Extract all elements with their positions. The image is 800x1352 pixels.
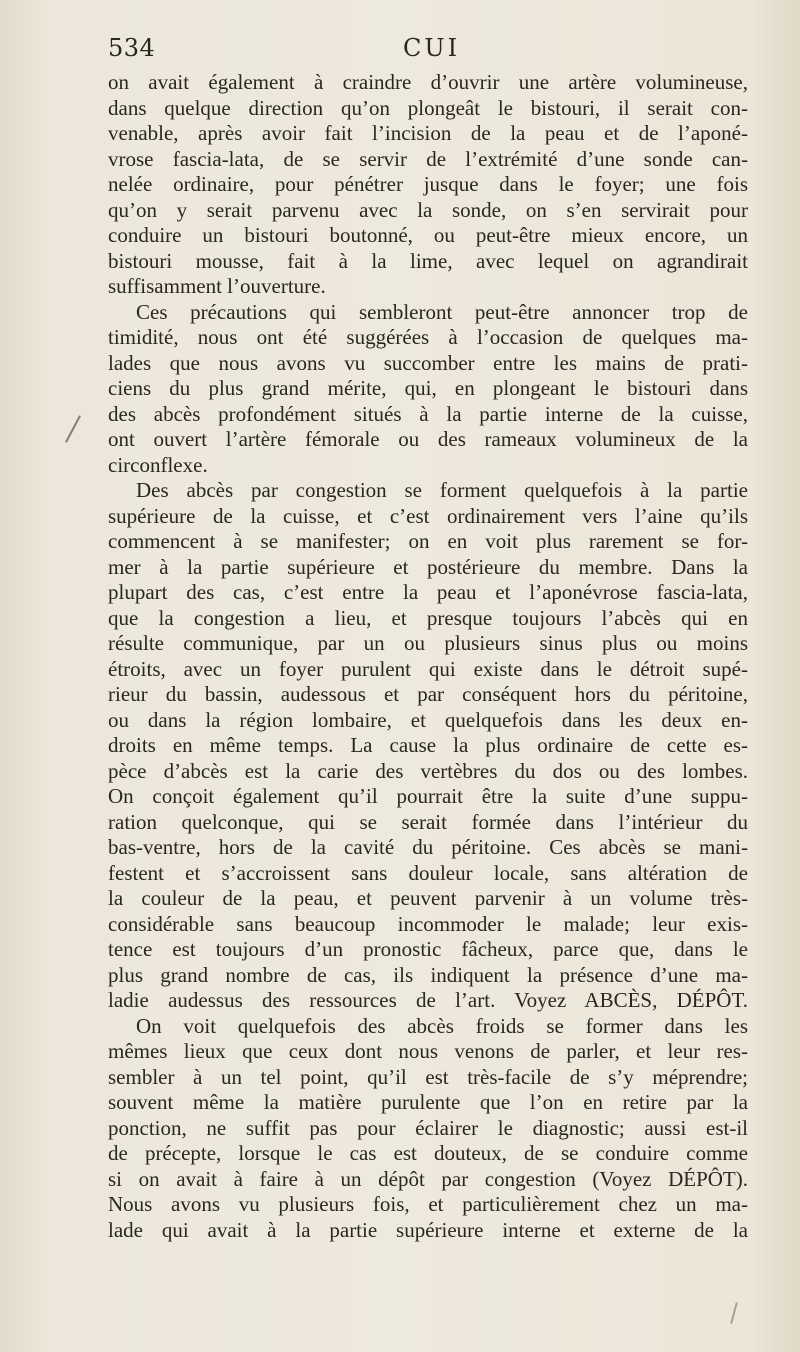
body-text [108, 70, 748, 1243]
text-line: on avait également à craindre d’ouvrir une artère volumineuse, [108, 70, 748, 94]
text-line: des abcès profondément situés à la partie interne de la cuisse, [108, 401, 748, 426]
paragraph-start: Des abcès par congestion se forment quelquefois à la partie [136, 478, 748, 502]
margin-pencil-mark [65, 415, 81, 442]
text-line: ont ouvert l’artère fémorale ou des rameaux volumineux de la [108, 427, 748, 451]
text-line: conduire un bistouri boutonné, ou peut-être mieux encore, un [108, 223, 748, 247]
text-line: ou dans la région lombaire, et quelquefois dans les deux en- [108, 707, 748, 732]
text-line: rieur du bassin, audessous et par conséquent hors du péritoine, [108, 682, 748, 706]
text-line: vrose fascia-lata, de se servir de l’extrémité d’une sonde can- [108, 146, 748, 171]
text-line: nelée ordinaire, pour pénétrer jusque dans le foyer; une fois [108, 172, 748, 196]
text-line: plus grand nombre de cas, ils indiquent la présence d’une ma- [108, 962, 748, 987]
text-line: suffisamment l’ouverture. [108, 274, 326, 298]
text-line: lade qui avait à la partie supérieure interne et externe de la [108, 1217, 748, 1242]
text-line: timidité, nous ont été suggérées à l’occasion de quelques ma- [108, 325, 748, 349]
paragraph-start: On voit quelquefois des abcès froids se former dans les [136, 1013, 748, 1038]
text-line: bistouri mousse, fait à la lime, avec lequel on agrandirait [108, 248, 748, 273]
text-line: si on avait à faire à un dépôt par congestion (Voyez DÉPÔT). [108, 1166, 748, 1191]
text-line: venable, après avoir fait l’incision de la peau et de l’aponé- [108, 121, 748, 145]
text-line: supérieure de la cuisse, et c’est ordinairement vers l’aine qu’ils [108, 503, 748, 528]
running-head: CUI [403, 34, 461, 62]
text-line: que la congestion a lieu, et presque toujours l’abcès qui en [108, 605, 748, 630]
text-line: étroits, avec un foyer purulent qui existe dans le détroit supé- [108, 656, 748, 681]
text-line: de précepte, lorsque le cas est douteux, de se conduire comme [108, 1141, 748, 1165]
text-line: bas-ventre, hors de la cavité du péritoine. Ces abcès se mani- [108, 835, 748, 859]
paragraph-start: Ces précautions qui sembleront peut-être annoncer trop de [136, 299, 748, 324]
text-line: ponction, ne suffit pas pour éclairer le diagnostic; aussi est-il [108, 1115, 748, 1140]
text-line: Nous avons vu plusieurs fois, et particulièrement chez un ma- [108, 1192, 748, 1216]
text-line: sembler à un tel point, qu’il est très-facile de s’y méprendre; [108, 1064, 748, 1089]
text-line: pèce d’abcès est la carie des vertèbres du dos ou des lombes. [108, 758, 748, 783]
text-line: ciens du plus grand mérite, qui, en plongeant le bistouri dans [108, 376, 748, 400]
text-line: plupart des cas, c’est entre la peau et l’aponévrose fascia-lata, [108, 580, 748, 604]
text-line: ladie audessus des ressources de l’art. Voyez ABCÈS, DÉPÔT. [108, 988, 748, 1012]
text-line: mêmes lieux que ceux dont nous venons de parler, et leur res- [108, 1039, 748, 1063]
text-line: festent et s’accroissent sans douleur locale, sans altération de [108, 860, 748, 885]
text-line: considérable sans beaucoup incommoder le malade; leur exis- [108, 911, 748, 936]
text-line: qu’on y serait parvenu avec la sonde, on s’en servirait pour [108, 197, 748, 222]
page-number: 534 [108, 34, 156, 62]
text-line: souvent même la matière purulente que l’on en retire par la [108, 1090, 748, 1114]
text-line: tence est toujours d’un pronostic fâcheux, parce que, dans le [108, 937, 748, 961]
text-line: commencent à se manifester; on en voit plus rarement se for- [108, 529, 748, 553]
page-header [108, 34, 748, 66]
text-line: lades que nous avons vu succomber entre les mains de prati- [108, 350, 748, 375]
corner-pencil-mark [730, 1302, 738, 1324]
text-line: ration quelconque, qui se serait formée dans l’intérieur du [108, 809, 748, 834]
text-line: dans quelque direction qu’on plongeât le bistouri, il serait con- [108, 95, 748, 120]
text-line: la couleur de la peau, et peuvent parvenir à un volume très- [108, 886, 748, 910]
text-line: circonflexe. [108, 452, 208, 477]
text-line: résulte communique, par un ou plusieurs sinus plus ou moins [108, 631, 748, 655]
text-line: On conçoit également qu’il pourrait être la suite d’une suppu- [108, 784, 748, 808]
text-line: mer à la partie supérieure et postérieure du membre. Dans la [108, 554, 748, 579]
text-line: droits en même temps. La cause la plus ordinaire de cette es- [108, 733, 748, 757]
